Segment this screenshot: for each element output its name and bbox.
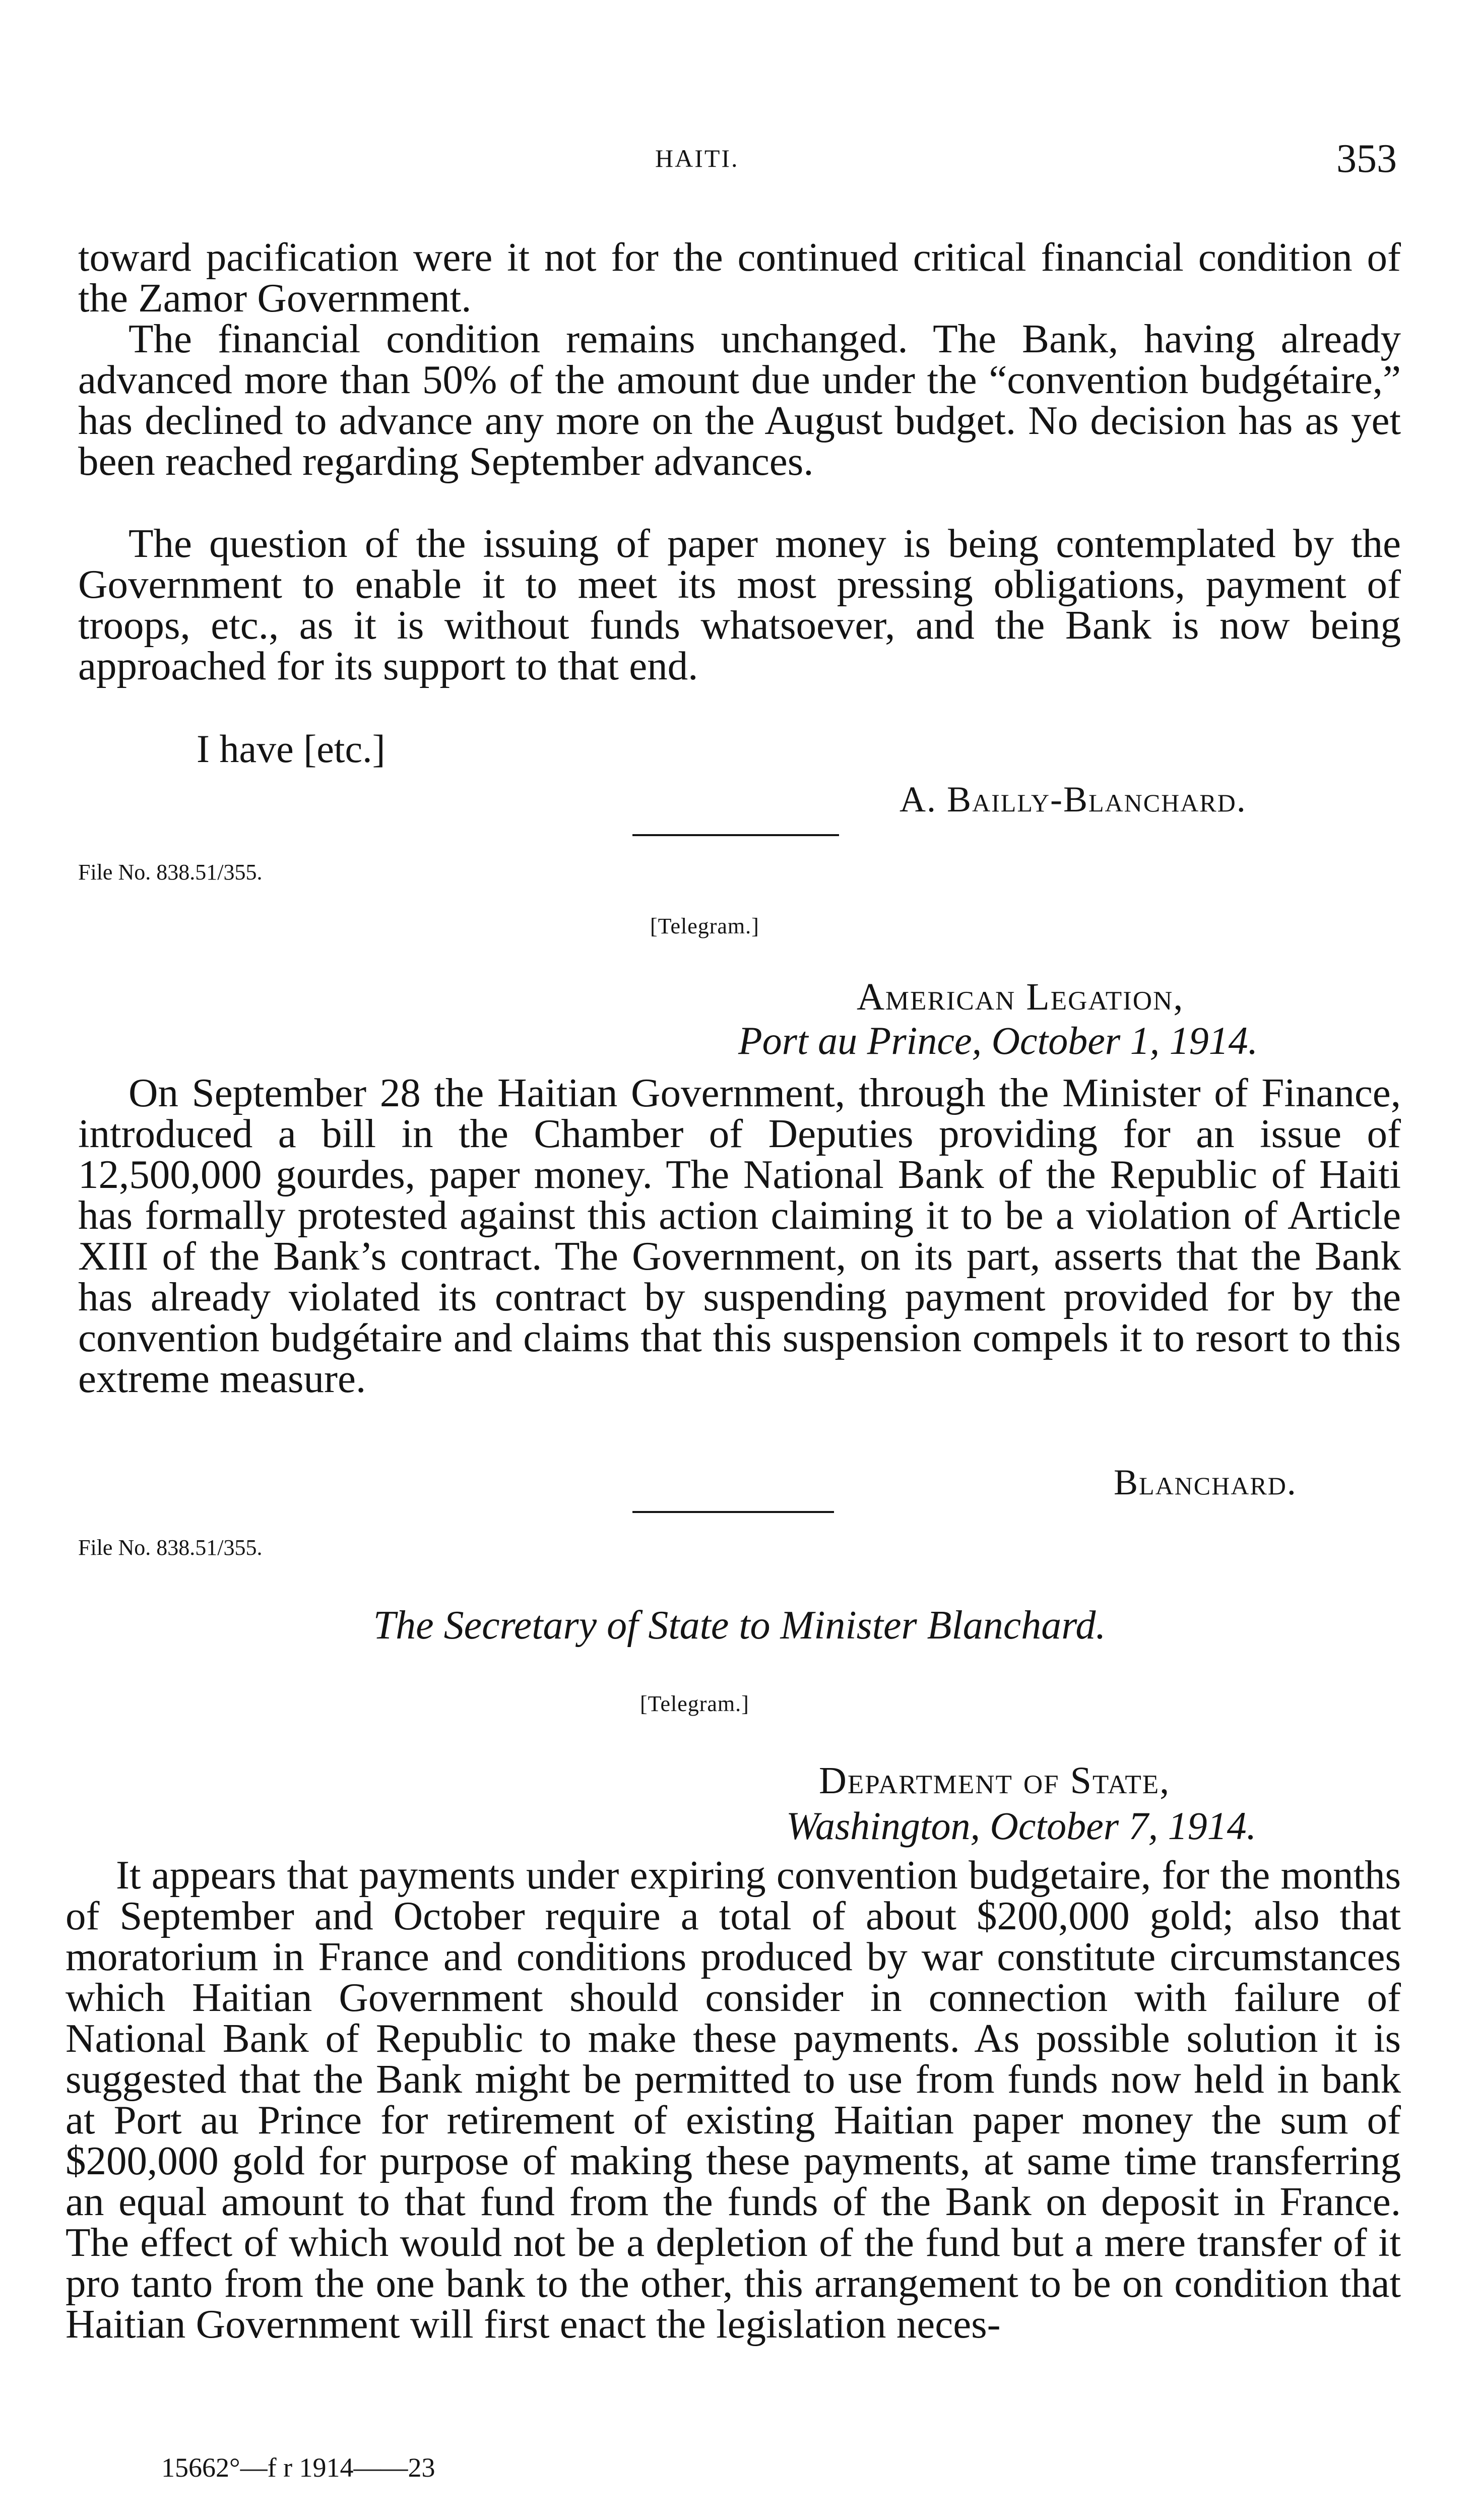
paragraph-continuation: toward pacification were it not for the continued critical financial condition of the Zamor Government. [78, 234, 1401, 321]
section-divider [632, 834, 839, 836]
signature-blanchard: Blanchard. [1114, 1462, 1297, 1502]
section-divider [632, 1511, 834, 1513]
paragraph-financial-condition: The financial condition remains unchanged. The Bank, having already advanced more than 50% of the amount due under the “convention budgétaire,” has declined to advance any more on the August budget. No decision has as yet been reached regarding September advances. [78, 316, 1401, 484]
print-signature: 15662°—f r 1914——23 [161, 2452, 435, 2483]
telegram-body-oct-7: It appears that payments under expiring convention budgetaire, for the months of September and October require a total of about $200,000 gold; also that moratorium in France and conditions produced by war constitute circumstances which Haitian Government should consider in connection with failure of National Bank of Republic to make these payments. As possible solution it is suggested that the Bank might be permitted to use from funds now held in bank at Port au Prince for retirement of existing Haitian paper money the sum of $200,000 gold for purpose of making these payments, at same time transferring an equal amount to that fund from the funds of the Bank on deposit in France. The effect of which would not be a depletion of the fund but a mere transfer of it pro tanto from the one bank to the other, this arrangement to be on condition that Haitian Government will first enact the legislation neces- [66, 1852, 1401, 2347]
file-reference: File No. 838.51/355. [78, 1535, 263, 1560]
telegram-note: [Telegram.] [650, 914, 759, 938]
telegram-note: [Telegram.] [640, 1691, 749, 1716]
telegram-body-oct-1: On September 28 the Haitian Government, through the Minister of Finance, introduced a bill in the Chamber of Deputies providing for an issue of 12,500,000 gourdes, paper money. The National Bank of the Republic of Haiti has formally protested against this action claiming it to be a violation of Article XIII of the Bank’s contract. The Government, on its part, asserts that the Bank has already violated its contract by suspending payment provided for by the convention budgétaire and claims that this suspension compels it to resort to this extreme measure. [78, 1070, 1401, 1401]
sender-department-of-state: Department of State, [819, 1759, 1171, 1802]
document-heading: The Secretary of State to Minister Blanchard. [373, 1603, 1106, 1648]
place-date-port-au-prince: Port au Prince, October 1, 1914. [738, 1019, 1258, 1062]
paragraph-paper-money: The question of the issuing of paper money is being contemplated by the Government to enable it to meet its most pressing obligations, payment of troops, etc., as it is without funds whatsoever, and the Bank is now being approached for its support to that end. [78, 521, 1401, 688]
signature-bailly-blanchard: A. Bailly-Blanchard. [900, 779, 1247, 820]
place-date-washington: Washington, October 7, 1914. [786, 1804, 1257, 1848]
closing-formula: I have [etc.] [197, 727, 386, 771]
file-reference: File No. 838.51/355. [78, 860, 263, 885]
running-title: HAITI. [655, 144, 739, 172]
page-number: 353 [1336, 137, 1397, 181]
sender-legation: American Legation, [857, 976, 1184, 1018]
